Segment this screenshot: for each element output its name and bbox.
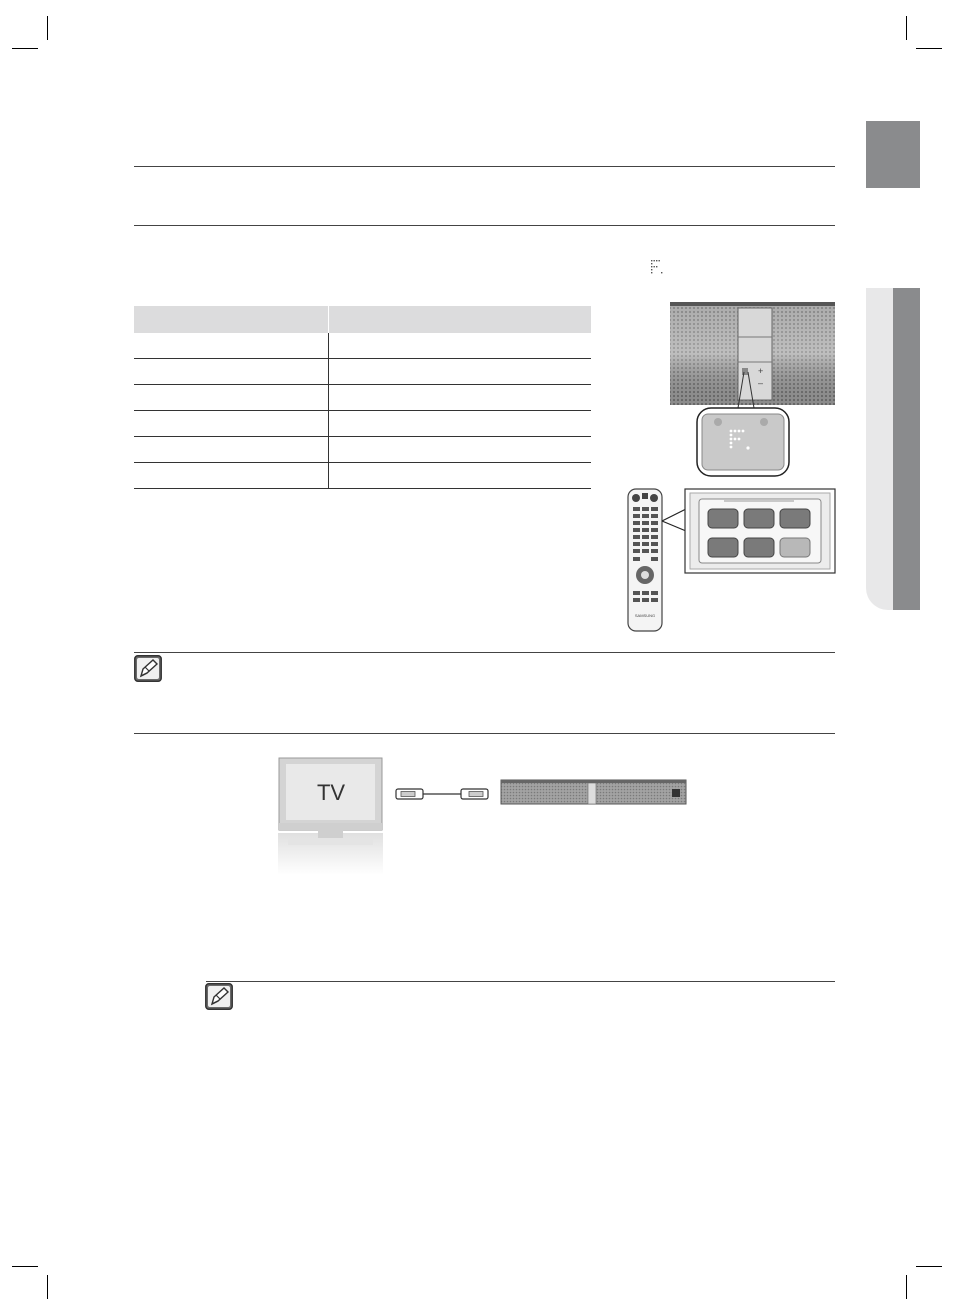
soundbar-illustration — [500, 779, 687, 805]
table-cell — [134, 463, 329, 489]
section-rule — [134, 652, 835, 653]
crop-mark — [12, 1266, 38, 1267]
table-row — [134, 437, 591, 463]
table-row — [134, 411, 591, 437]
soundbar-display-illustration — [668, 302, 836, 478]
table-cell — [134, 333, 329, 359]
settings-table — [134, 306, 591, 489]
chapter-tab — [866, 121, 920, 188]
section-rule — [134, 166, 835, 167]
svg-text:+: + — [758, 366, 764, 376]
tv-illustration — [278, 757, 383, 875]
table-cell — [329, 333, 592, 359]
crop-mark — [916, 1266, 942, 1267]
table-header-cell — [134, 306, 329, 333]
crop-mark — [47, 1275, 48, 1299]
table-cell — [329, 385, 592, 411]
table-cell — [329, 359, 592, 385]
section-rule — [134, 225, 835, 226]
crop-mark — [906, 1275, 907, 1299]
note-rule — [206, 981, 835, 982]
note-icon — [134, 655, 162, 682]
table-header-cell — [329, 306, 592, 333]
table-row — [134, 359, 591, 385]
table-cell — [329, 437, 592, 463]
table-cell — [329, 463, 592, 489]
table-cell — [134, 437, 329, 463]
table-row — [134, 463, 591, 489]
hdmi-cable-icon — [393, 786, 491, 802]
table-header-row — [134, 306, 591, 333]
svg-text:–: – — [758, 378, 764, 388]
section-rule — [134, 733, 835, 734]
table-cell — [329, 411, 592, 437]
note-icon — [205, 983, 233, 1010]
section-tab — [893, 288, 920, 610]
crop-mark — [12, 48, 38, 49]
table-cell — [134, 359, 329, 385]
svg-text:SAMSUNG: SAMSUNG — [634, 613, 656, 618]
table-row — [134, 385, 591, 411]
crop-mark — [906, 16, 907, 40]
crop-mark — [916, 48, 942, 49]
remote-control-icon — [624, 487, 836, 634]
table-cell — [134, 385, 329, 411]
tv-label: TV — [316, 780, 346, 805]
table-cell — [134, 411, 329, 437]
table-row — [134, 333, 591, 359]
display-glyph — [650, 259, 664, 275]
crop-mark — [47, 16, 48, 40]
